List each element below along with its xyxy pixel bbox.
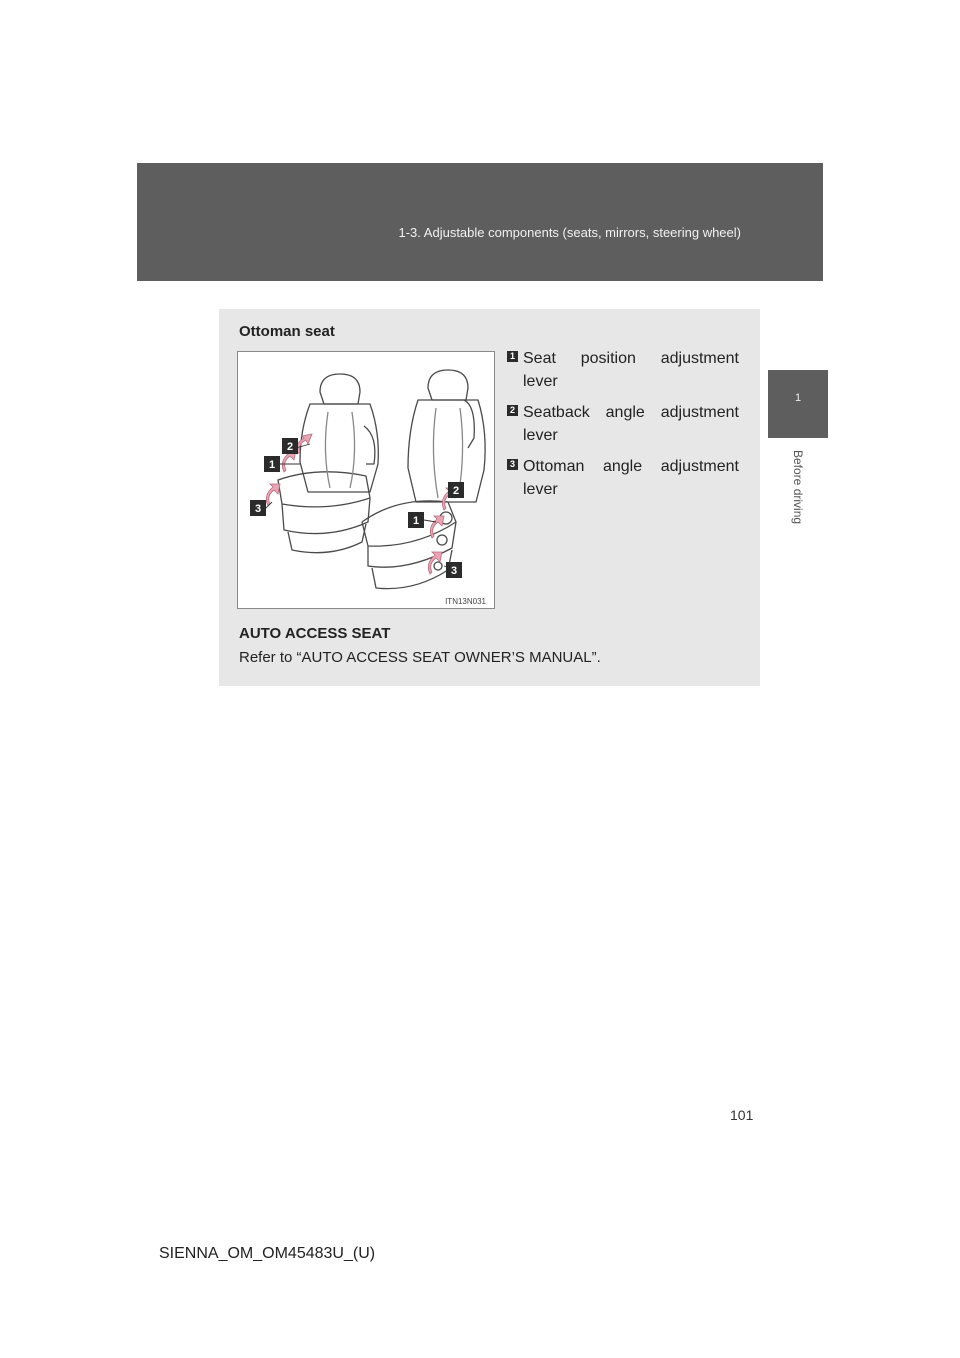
legend-text: Seatback angle adjustment [523,404,739,421]
callout-left-3: 3 [254,503,262,515]
chapter-tab [768,370,828,438]
section-title: 1-3. Adjustable components (seats, mirrors, steering wheel) [398,225,741,240]
info-panel [219,309,760,686]
callout-left-1: 1 [268,459,276,471]
callout-left-2: 2 [286,441,294,453]
callout-right-1: 1 [412,515,420,527]
legend-text: Ottoman angle adjustment [523,458,739,475]
seat-illustration [237,351,495,609]
left-seat-cushion [278,472,370,507]
arrow-left-3 [266,484,280,506]
auto-access-heading: AUTO ACCESS SEAT [239,625,391,642]
figure-code: ITN13N031 [445,597,486,606]
legend-text-cont: lever [523,481,558,498]
auto-access-text: Refer to “AUTO ACCESS SEAT OWNER’S MANUAL”. [239,649,601,666]
legend-badge: 3 [507,459,518,470]
legend-text-cont: lever [523,427,558,444]
left-seat-ottoman [282,498,370,534]
chapter-number: 1 [794,392,802,404]
right-seat-headrest [428,370,468,400]
seat-drawing [238,352,494,608]
callout-right-3: 3 [450,565,458,577]
panel-heading: Ottoman seat [239,323,335,340]
legend-text: Seat position adjustment [523,350,739,367]
chapter-label [771,450,825,550]
left-seat-base [288,524,366,553]
document-code: SIENNA_OM_OM45483U_(U) [159,1245,376,1262]
right-seat-knob-lower [437,535,447,545]
left-seat-armrest [364,426,375,464]
legend-item [507,347,739,393]
legend-list [507,347,739,509]
legend-text-cont: lever [523,373,558,390]
legend-badge: 2 [507,405,518,416]
right-seat-armrest [464,400,474,448]
legend-item [507,401,739,447]
right-seat-knob-bottom [434,562,442,570]
chapter-label-text: Before driving [791,450,805,525]
left-seat-headrest [320,374,360,404]
legend-badge: 1 [507,351,518,362]
page-number: 101 [730,1107,754,1123]
header-band [137,163,823,281]
callout-right-2: 2 [452,485,460,497]
legend-item [507,455,739,501]
